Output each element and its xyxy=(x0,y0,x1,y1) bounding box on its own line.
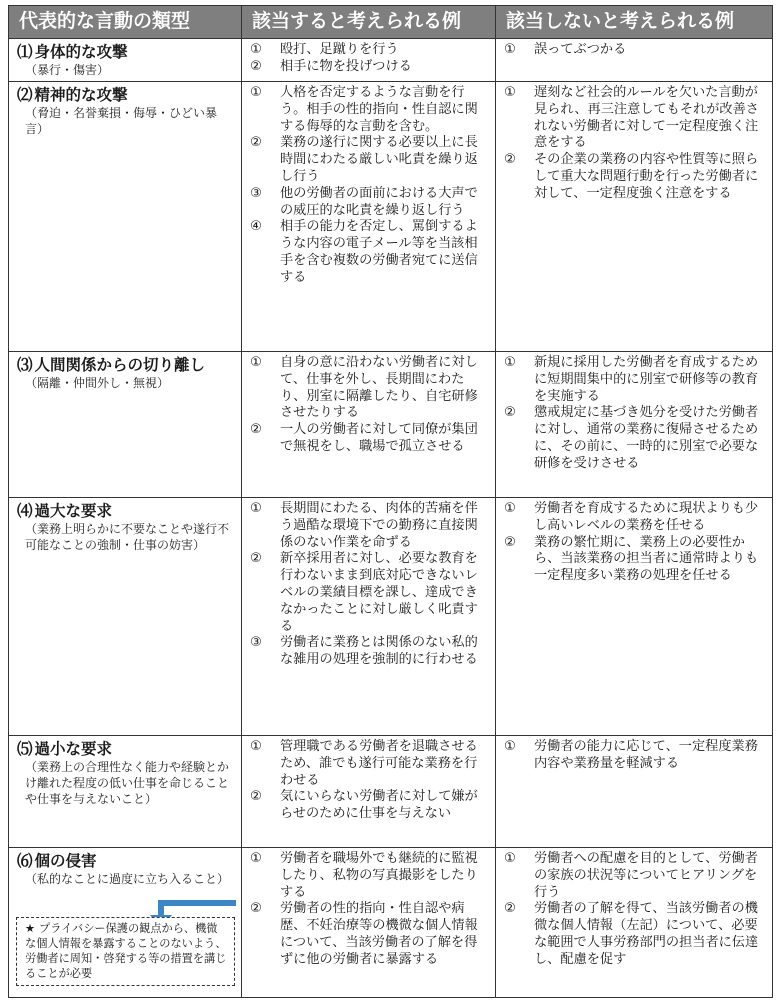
category-cell xyxy=(9,39,242,82)
category-number: ⑹ xyxy=(17,852,33,870)
example-number: ① xyxy=(504,42,516,57)
category-title xyxy=(17,42,235,62)
category-description: （脅迫・名誉棄損・侮辱・ひどい暴言） xyxy=(25,106,218,136)
harassment-table-container xyxy=(8,5,772,998)
example-item xyxy=(250,739,489,789)
example-number: ② xyxy=(504,405,516,421)
category-title xyxy=(17,355,235,375)
example-text: 労働者の能力に応じて、一定程度業務内容や業務量を軽減する xyxy=(534,739,758,771)
example-number: ① xyxy=(504,501,516,516)
not-applicable-examples-cell xyxy=(496,736,773,848)
privacy-note-text: プライバシー保護の観点から、機微な個人情報を暴露することのないよう、労働者に周知・啓発する等の措置を講じることが必要 xyxy=(25,922,227,980)
example-number: ① xyxy=(250,501,262,516)
example-item xyxy=(504,85,766,152)
example-text: 人格を否定するような言動を行う。相手の性的指向・性自認に関する侮辱的な言動を含む。 xyxy=(280,85,478,134)
example-number: ② xyxy=(250,135,262,151)
example-item xyxy=(250,551,489,635)
category-number: ⑶ xyxy=(17,356,33,374)
category-number: ⑷ xyxy=(17,502,33,520)
header-category: 代表的な言動の類型 xyxy=(9,6,242,39)
applicable-examples-cell xyxy=(242,39,496,82)
category-title xyxy=(17,851,235,871)
example-number: ② xyxy=(504,152,516,168)
example-item xyxy=(504,851,766,901)
category-description: （私的なことに過度に立ち入ること） xyxy=(25,872,230,886)
example-number: ① xyxy=(504,85,516,100)
table-row xyxy=(9,352,773,498)
header-applicable: 該当すると考えられる例 xyxy=(242,6,496,39)
example-text: その企業の業務の内容や性質等に照らして重大な問題行動を行った労働者に対して、一定程度強く注意をする xyxy=(534,152,759,201)
example-item xyxy=(504,501,766,535)
category-number: ⑴ xyxy=(17,43,33,61)
example-text: 他の労働者の面前における大声での威圧的な叱責を繰り返し行う xyxy=(280,185,478,218)
category-name: 個の侵害 xyxy=(34,852,97,870)
example-number: ④ xyxy=(250,219,262,235)
category-description: （業務上の合理性なく能力や経験とかけ離れた程度の低い仕事を命じることや仕事を与えないこと） xyxy=(25,760,230,806)
header-not-applicable: 該当しないと考えられる例 xyxy=(496,6,773,39)
example-item xyxy=(504,152,766,202)
example-item xyxy=(250,901,489,968)
example-text: 殴打、足蹴りを行う xyxy=(280,42,399,57)
example-number: ② xyxy=(504,901,516,917)
example-text: 新卒採用者に対し、必要な教育を行わないまま到底対応できないレベルの業績目標を課し、達成できなかったことに対し厳しく叱責する xyxy=(280,551,478,634)
category-description: （暴行・傷害） xyxy=(25,63,110,77)
table-header-row xyxy=(9,6,773,39)
example-text: 労働者の了解を得て、当該労働者の機微な個人情報（左記）について、必要な範囲で人事労務部門の担当者に伝達し、配慮を促す xyxy=(534,901,759,967)
example-number: ② xyxy=(250,422,262,438)
category-cell xyxy=(9,82,242,352)
example-text: 労働者の性的指向・性自認や病歴、不妊治療等の機微な個人情報について、当該労働者の了解を得ずに他の労働者に暴露する xyxy=(280,901,478,967)
category-name: 精神的な攻撃 xyxy=(34,86,128,104)
example-item xyxy=(504,405,766,472)
example-text: 労働者に業務とは関係のない私的な雑用の処理を強制的に行わせる xyxy=(280,635,478,668)
example-text: 管理職である労働者を退職させるため、誰でも遂行可能な業務を行わせる xyxy=(280,739,478,788)
table-row xyxy=(9,498,773,736)
example-text: 労働者を職場外でも継続的に監視したり、私物の写真撮影をしたりする xyxy=(280,851,478,900)
example-text: 一人の労働者に対して同僚が集団で無視をし、職場で孤立させる xyxy=(280,422,478,454)
example-number: ② xyxy=(250,551,262,567)
example-text: 相手に物を投げつける xyxy=(280,58,412,74)
category-cell xyxy=(9,352,242,498)
example-item xyxy=(250,85,489,135)
example-item xyxy=(250,219,489,286)
star-icon: ★ xyxy=(25,922,36,935)
example-item xyxy=(250,851,489,901)
category-name: 過小な要求 xyxy=(34,740,113,758)
example-number: ② xyxy=(504,534,516,550)
example-number: ① xyxy=(504,851,516,866)
example-item xyxy=(250,789,489,823)
category-title xyxy=(17,739,235,759)
example-text: 業務の繁忙期に、業務上の必要性から、当該業務の担当者に通常時よりも一定程度多い業務の処理を任せる xyxy=(534,534,759,584)
example-text: 労働者への配慮を目的として、労働者の家族の状況等についてヒアリングを行う xyxy=(534,851,758,900)
category-title xyxy=(17,85,235,105)
example-item xyxy=(504,355,766,405)
example-text: 自身の意に沿わない労働者に対して、仕事を外し、長期間にわたり、別室に隔離したり、自宅研修させたりする xyxy=(280,355,478,421)
example-item xyxy=(250,501,489,551)
not-applicable-examples-cell xyxy=(496,82,773,352)
example-text: 新規に採用した労働者を育成するために短期間集中的に別室で研修等の教育を実施する xyxy=(534,355,759,404)
applicable-examples-cell xyxy=(242,848,496,998)
example-number: ② xyxy=(250,58,262,74)
example-item xyxy=(504,901,766,968)
example-item xyxy=(250,355,489,422)
category-name: 人間関係からの切り離し xyxy=(34,356,206,374)
example-item xyxy=(504,739,766,773)
category-cell xyxy=(9,498,242,736)
example-number: ③ xyxy=(250,635,262,651)
category-name: 過大な要求 xyxy=(34,502,113,520)
example-number: ② xyxy=(250,789,262,805)
example-item xyxy=(250,422,489,456)
not-applicable-examples-cell xyxy=(496,39,773,82)
example-item xyxy=(250,59,489,76)
example-text: 相手の能力を否定し、罵倒するような内容の電子メール等を当該相手を含む複数の労働者宛てに送信する xyxy=(280,219,478,285)
privacy-note-box xyxy=(16,917,235,986)
applicable-examples-cell xyxy=(242,82,496,352)
example-item xyxy=(250,186,489,220)
example-text: 業務の遂行に関する必要以上に長時間にわたる厳しい叱責を繰り返し行う xyxy=(280,135,478,184)
example-text: 長期間にわたる、肉体的苦痛を伴う過酷な環境下での勤務に直接関係のない作業を命ずる xyxy=(280,501,478,550)
example-text: 懲戒規定に基づき処分を受けた労働者に対し、通常の業務に復帰させるために、その前に、一時的に別室で必要な研修を受けさせる xyxy=(534,405,759,471)
example-number: ① xyxy=(250,85,262,100)
example-item xyxy=(250,135,489,185)
applicable-examples-cell xyxy=(242,498,496,736)
example-number: ① xyxy=(250,42,262,57)
applicable-examples-cell xyxy=(242,352,496,498)
example-number: ③ xyxy=(250,185,262,201)
category-cell xyxy=(9,736,242,848)
table-row xyxy=(9,736,773,848)
applicable-examples-cell xyxy=(242,736,496,848)
example-number: ① xyxy=(504,355,516,370)
example-item xyxy=(250,635,489,669)
category-number: ⑸ xyxy=(17,740,33,758)
example-text: 遅刻など社会的ルールを欠いた言動が見られ、再三注意してもそれが改善されない労働者に対して一定程度強く注意をする xyxy=(534,85,759,151)
example-text: 労働者を育成するために現状よりも少し高いレベルの業務を任せる xyxy=(534,501,759,533)
category-name: 身体的な攻撃 xyxy=(34,43,128,61)
example-number: ① xyxy=(250,355,262,370)
table-row xyxy=(9,82,773,352)
category-description: （業務上明らかに不要なことや遂行不可能なことの強制・仕事の妨害） xyxy=(25,522,230,552)
example-number: ① xyxy=(504,739,516,754)
example-number: ① xyxy=(250,739,262,754)
example-item xyxy=(504,535,766,585)
not-applicable-examples-cell xyxy=(496,352,773,498)
example-item xyxy=(504,42,766,59)
example-text: 気にいらない労働者に対して嫌がらせのために仕事を与えない xyxy=(280,789,478,822)
not-applicable-examples-cell xyxy=(496,498,773,736)
example-number: ① xyxy=(250,851,262,866)
category-title xyxy=(17,501,235,521)
category-description: （隔離・仲間外し・無視） xyxy=(25,376,170,390)
example-number: ② xyxy=(250,901,262,917)
example-text: 誤ってぶつかる xyxy=(534,42,627,57)
not-applicable-examples-cell xyxy=(496,848,773,998)
harassment-types-table xyxy=(8,5,773,998)
example-item xyxy=(250,42,489,59)
table-row xyxy=(9,39,773,82)
category-number: ⑵ xyxy=(17,86,33,104)
